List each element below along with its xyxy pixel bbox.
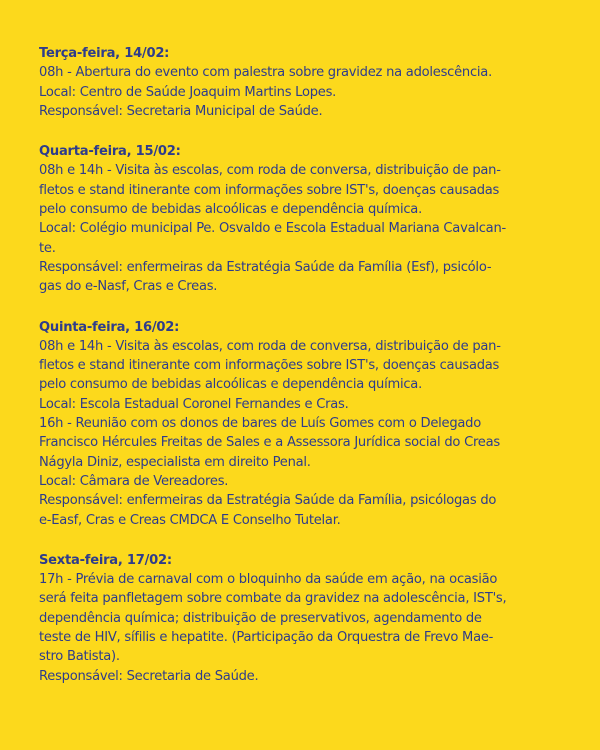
event-responsible: Responsável: Secretaria de Saúde. (39, 668, 259, 684)
day-tuesday (39, 44, 570, 121)
day-friday (39, 551, 570, 686)
event-description: teste de HIV, sífilis e hepatite. (Participação da Orquestra de Frevo Mae- (39, 630, 494, 646)
day-thursday (39, 318, 570, 530)
event-location: Local: Colégio municipal Pe. Osvaldo e Escola Estadual Mariana Cavalcan- (39, 221, 506, 237)
day-heading: Quarta-feira, 15/02: (39, 144, 181, 160)
event-description: fletos e stand itinerante com informações sobre IST's, doenças causadas (39, 182, 500, 198)
event-description: 17h - Prévia de carnaval com o bloquinho da saúde em ação, na ocasião (39, 572, 498, 588)
event-description: 08h - Abertura do evento com palestra sobre gravidez na adolescência. (39, 65, 492, 81)
event-responsible: e-Easf, Cras e Creas CMDCA E Conselho Tutelar. (39, 512, 341, 528)
day-wednesday (39, 142, 570, 296)
event-description: 08h e 14h - Visita às escolas, com roda de conversa, distribuição de pan- (39, 163, 501, 179)
event-description: pelo consumo de bebidas alcoólicas e dependência química. (39, 377, 422, 393)
event-description: 16h - Reunião com os donos de bares de Luís Gomes com o Delegado (39, 416, 481, 432)
event-location: Local: Câmara de Vereadores. (39, 473, 229, 489)
event-description: Francisco Hércules Freitas de Sales e a Assessora Jurídica social do Creas (39, 435, 500, 451)
event-description: fletos e stand itinerante com informações sobre IST's, doenças causadas (39, 358, 500, 374)
event-description: será feita panfletagem sobre combate da gravidez na adolescência, IST's, (39, 591, 507, 607)
event-responsible: gas do e-Nasf, Cras e Creas. (39, 279, 218, 295)
event-description: stro Batista). (39, 649, 120, 665)
event-responsible: Responsável: Secretaria Municipal de Saúde. (39, 103, 323, 119)
event-responsible: Responsável: enfermeiras da Estratégia Saúde da Família, psicólogas do (39, 493, 497, 509)
event-description: Nágyla Diniz, especialista em direito Penal. (39, 454, 311, 470)
day-heading: Quinta-feira, 16/02: (39, 319, 180, 335)
day-heading: Terça-feira, 14/02: (39, 46, 170, 61)
event-location: te. (39, 240, 56, 256)
day-heading: Sexta-feira, 17/02: (39, 552, 172, 568)
event-location: Local: Centro de Saúde Joaquim Martins Lopes. (39, 84, 337, 100)
event-location: Local: Escola Estadual Coronel Fernandes e Cras. (39, 396, 349, 412)
event-description: dependência química; distribuição de preservativos, agendamento de (39, 610, 482, 626)
event-description: pelo consumo de bebidas alcoólicas e dependência química. (39, 202, 422, 218)
event-responsible: Responsável: enfermeiras da Estratégia Saúde da Família (Esf), psicólo- (39, 259, 492, 275)
event-description: 08h e 14h - Visita às escolas, com roda de conversa, distribuição de pan- (39, 338, 501, 354)
